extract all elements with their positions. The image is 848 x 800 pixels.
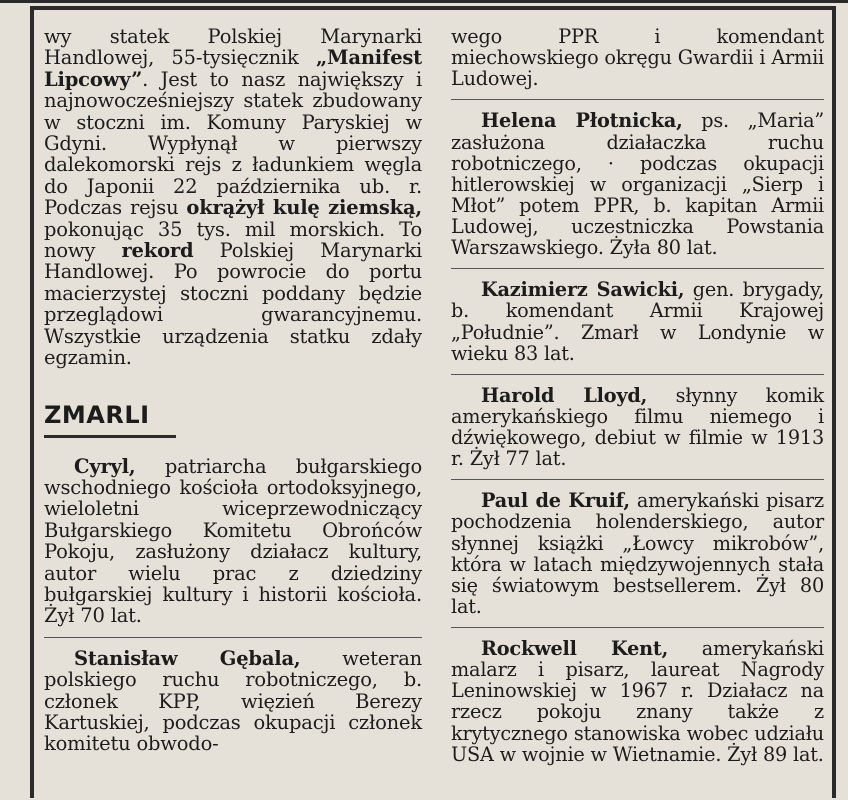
- ship-name: „Manifest Lipcowy”: [44, 46, 422, 91]
- entry-separator: [451, 479, 824, 480]
- section-heading-obituaries: ZMARLI: [44, 401, 176, 438]
- obituary-text: amerykański malarz i pisarz, laureat Nagrody Leninowskiej w 1967 r. Działacz na rzecz pokoju znany także z krytycznego stanowiska wobec udziału USA w wojnie w Wietnamie. Żył 89 lat.: [451, 637, 824, 766]
- obituary-text: weteran polskiego ruchu robotniczego, b. członek KPP, więzień Berezy Kartuskiej, podczas okupacji członek komitetu obwodo-: [44, 646, 423, 756]
- obituary-name: Rockwell Kent,: [481, 637, 669, 660]
- ship-article-text-2: . Jest to nasz największy i najnowocześniejszy statek zbudowany w stoczni im. Komuny Paryskiej w Gdyni. Wypłynął w pierwszy dalekomorski rejs z ładunkiem węgla do Japonii 22 października ub. r. Podczas rejsu: [44, 67, 422, 220]
- obituary-entry: [451, 110, 824, 258]
- entry-separator: [451, 99, 824, 100]
- entry-separator: [44, 637, 422, 638]
- obituary-text: słynny komik amerykańskiego filmu niemego i dźwiękowego, debiut w filmie w 1913 r. Żył 77 lat.: [451, 383, 824, 471]
- ship-article-text-3: pokonując 35 tys. mil morskich. To nowy: [44, 217, 422, 263]
- obituary-entry: [451, 490, 824, 617]
- obituary-text: amerykański pisarz pochodzenia holenderskiego, autor słynnej książki „Łowcy mikrobów”, która w latach międzywojennych stała się światowym bestsellerem. Żył 80 lat.: [451, 489, 825, 618]
- obituary-entry: [44, 648, 422, 755]
- obituary-entry: [451, 279, 824, 364]
- ship-article-text-1: wy statek Polskiej Marynarki Handlowej, 55-tysięcznik: [44, 25, 422, 70]
- entry-separator: [451, 374, 824, 375]
- obituary-entry: [451, 385, 824, 470]
- circled-globe-highlight: okrążył kulę ziemską,: [186, 196, 422, 220]
- obituary-name: Stanisław Gębala,: [74, 646, 301, 670]
- right-column: [451, 26, 824, 775]
- obituary-name: Cyryl,: [74, 454, 136, 478]
- entry-separator: [451, 627, 824, 628]
- ship-article-paragraph: [44, 26, 422, 369]
- record-highlight: rekord: [121, 239, 194, 263]
- obituary-text: patriarcha bułgarskiego wschodniego kościoła ortodoksyjnego, wieloletni wiceprzewodniczący Bułgarskiego Komitetu Obrońców Pokoju, zasłużony działacz kultury, autor wielu prac z dziedziny bułgarskiej kultury i historii kościoła. Żył 70 lat.: [44, 454, 422, 628]
- obituary-name: Harold Lloyd,: [481, 383, 648, 407]
- obituary-text: ps. „Maria” zasłużona działaczka ruchu robotniczego, · podczas okupacji hitlerowskiej w organizacji „Sierp i Młot” potem PPR, b. kapitan Armii Ludowej, uczestniczka Powstania Warszawskiego. Żyła 80 lat.: [451, 109, 825, 260]
- obituary-name: Kazimierz Sawicki,: [481, 278, 685, 302]
- obituary-entry: [44, 456, 422, 627]
- obituary-name: Paul de Kruif,: [481, 489, 630, 513]
- ship-article-text-4: Polskiej Marynarki Handlowej. Po powrocie do portu macierzystej stoczni poddany będzie przeglądowi gwarancyjnemu. Wszystkie urządzenia statku zdały egzamin.: [44, 239, 422, 370]
- obituary-name: Helena Płotnicka,: [481, 109, 683, 133]
- entry-separator: [451, 268, 824, 269]
- obituary-text: gen. brygady, b. komendant Armii Krajowej „Południe”. Zmarł w Londynie w wieku 83 lat.: [451, 278, 824, 365]
- continuation-paragraph: wego PPR i komendant miechowskiego okręgu Gwardii i Armii Ludowej.: [451, 25, 824, 91]
- obituary-entry: [451, 638, 824, 765]
- top-rule: [0, 0, 848, 3]
- left-column: [44, 26, 422, 765]
